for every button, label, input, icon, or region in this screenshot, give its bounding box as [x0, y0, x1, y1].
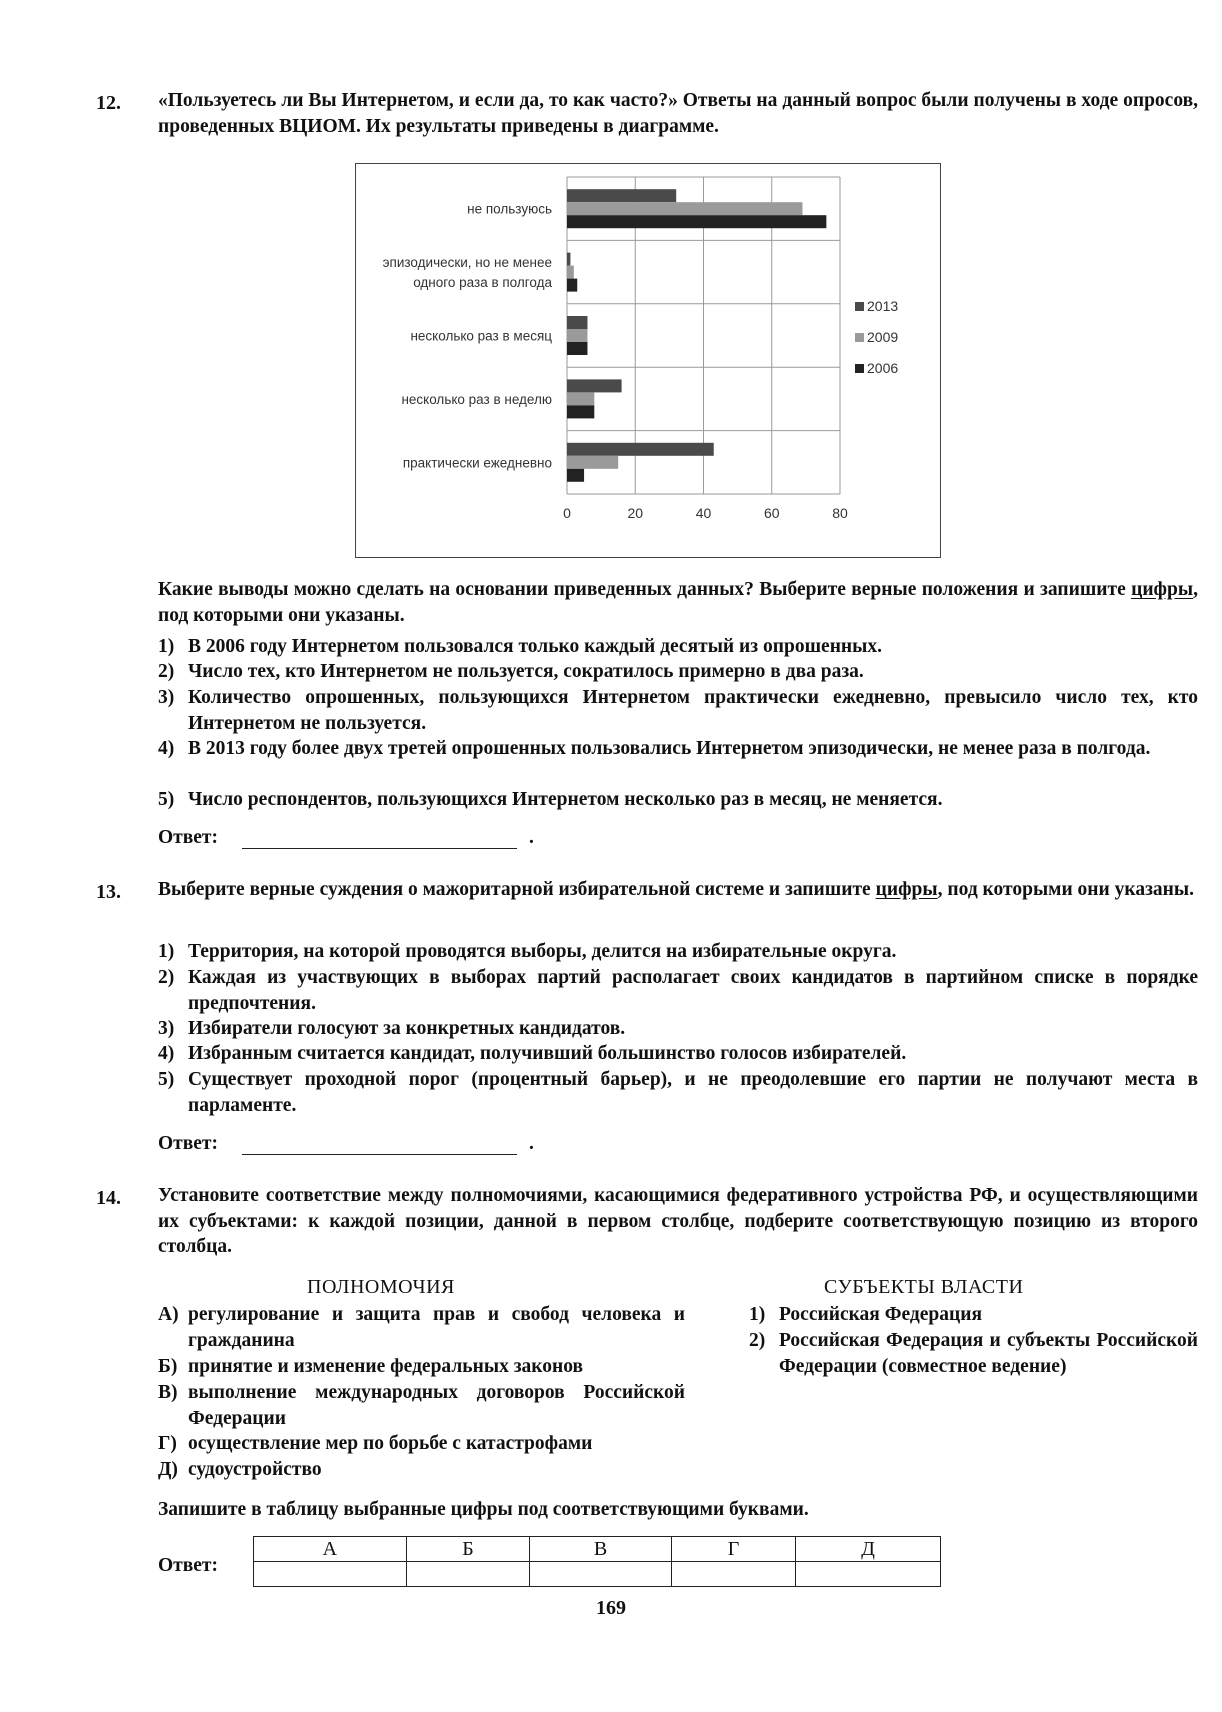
q14-left-item-text: выполнение международных договоров Российской Федерации [188, 1382, 685, 1429]
q13-option [158, 1016, 1198, 1042]
q14-left-item-letter: Г) [158, 1433, 177, 1454]
bar-2009 [567, 329, 587, 342]
bar-2013 [567, 316, 587, 329]
category-label: практически ежедневно [402, 455, 552, 471]
q14-left-heading: ПОЛНОМОЧИЯ [307, 1276, 455, 1298]
q13-option-text: Избиратели голосуют за конкретных кандидатов. [188, 1018, 626, 1039]
q12-option-text: Число респондентов, пользующихся Интернетом несколько раз в месяц, не меняется. [188, 789, 943, 810]
q12-question-pre: Какие выводы можно сделать на основании приведенных данных? Выберите верные положения и запишите [158, 579, 1132, 600]
q14-left-item-letter: Б) [158, 1356, 178, 1377]
legend-swatch [855, 333, 864, 342]
q14-right-heading: СУБЪЕКТЫ ВЛАСТИ [824, 1276, 1024, 1298]
q14-answer-table [253, 1536, 941, 1587]
answer-cell[interactable] [796, 1562, 941, 1587]
q14-right-item-number: 2) [749, 1330, 766, 1351]
answer-dot: . [529, 827, 534, 848]
q13-option [158, 1041, 1198, 1067]
bar-2006 [567, 215, 826, 228]
q13-answer [158, 1133, 534, 1155]
q13-option-number: 2) [158, 967, 175, 988]
q12-option-text: Количество опрошенных, пользующихся Интернетом практически ежедневно, превысило число тех, кто Интернетом не пользуется. [188, 687, 1198, 734]
q13-intro [158, 877, 1198, 903]
bar-2013 [567, 443, 714, 456]
q12-option [158, 634, 1198, 660]
bar-2009 [567, 456, 618, 469]
answer-label: Ответ: [158, 827, 219, 848]
q14-left-item-text: осуществление мер по борьбе с катастрофами [188, 1433, 593, 1454]
q12-question [158, 577, 1198, 628]
q14-left-item-letter: В) [158, 1382, 178, 1403]
legend-swatch [855, 364, 864, 373]
q12-option-text: Число тех, кто Интернетом не пользуется, сократилось примерно в два раза. [188, 661, 864, 682]
bar-2013 [567, 379, 622, 392]
q12-question-digits: цифры [1131, 579, 1194, 600]
q14-left-item [158, 1457, 685, 1483]
q12-option [158, 787, 1198, 813]
q13-intro-digits: цифры [875, 879, 938, 900]
q12-answer-field[interactable] [242, 830, 517, 849]
q12-question-post: , под которыми они указаны. [158, 579, 1198, 626]
q12-option-number: 3) [158, 687, 175, 708]
q13-option [158, 939, 1198, 965]
category-label: несколько раз в неделю [401, 391, 552, 407]
q12-number: 12. [96, 92, 121, 114]
q13-option-number: 5) [158, 1069, 175, 1090]
q13-number: 13. [96, 881, 121, 903]
q12-option [158, 736, 1198, 762]
answer-dot: . [529, 1133, 534, 1154]
x-tick-label: 0 [563, 505, 571, 521]
bar-2006 [567, 279, 577, 292]
q14-table-instruction: Запишите в таблицу выбранные цифры под соответствующими буквами. [158, 1499, 809, 1520]
bar-2006 [567, 469, 584, 482]
q13-intro-pre: Выберите верные суждения о мажоритарной избирательной системе и запишите [158, 879, 876, 900]
bar-2009 [567, 202, 802, 215]
answer-label: Ответ: [158, 1133, 219, 1154]
q14-right-item-number: 1) [749, 1304, 766, 1325]
q12-option-number: 4) [158, 738, 175, 759]
answer-table-header-row [254, 1537, 941, 1562]
answer-cell[interactable] [671, 1562, 795, 1587]
q12-chart [355, 163, 941, 558]
answer-table-header: Г [671, 1537, 795, 1562]
page-number: 169 [596, 1597, 626, 1619]
q13-option-text: Территория, на которой проводятся выборы, делится на избирательные округа. [188, 941, 897, 962]
q12-option [158, 685, 1198, 736]
q14-left-item-letter: А) [158, 1304, 179, 1325]
q14-left-item-text: регулирование и защита прав и свобод человека и гражданина [188, 1304, 685, 1351]
q14-right-item-text: Российская Федерация и субъекты Российской Федерации (совместное ведение) [779, 1330, 1198, 1377]
q12-intro: «Пользуетесь ли Вы Интернетом, и если да, то как часто?» Ответы на данный вопрос были получены в ходе опросов, проведенных ВЦИОМ. Их результаты приведены в диаграмме. [158, 90, 1198, 137]
q12-option-text: В 2006 году Интернетом пользовался только каждый десятый из опрошенных. [188, 636, 883, 657]
x-tick-label: 60 [763, 505, 780, 521]
q14-left-item-text: принятие и изменение федеральных законов [188, 1356, 584, 1377]
bar-2009 [567, 392, 594, 405]
q13-answer-field[interactable] [242, 1136, 517, 1155]
legend-swatch [855, 302, 864, 311]
q14-intro: Установите соответствие между полномочиями, касающимися федеративного устройства РФ, и осуществляющими их субъектами: к каждой позиции, данной в первом столбце, подберите соответствующую позицию из второго столбца. [158, 1185, 1198, 1257]
category-label: одного раза в полгода [413, 275, 552, 291]
category-label: несколько раз в месяц [410, 328, 552, 344]
bar-2006 [567, 405, 594, 418]
x-tick-label: 40 [695, 505, 712, 521]
q13-option [158, 965, 1198, 1016]
q12-answer [158, 827, 534, 849]
q14-left-item-letter: Д) [158, 1459, 178, 1480]
q14-left-item [158, 1302, 685, 1353]
bar-2009 [567, 266, 574, 279]
q14-left-item-text: судоустройство [188, 1459, 322, 1480]
q14-left-item [158, 1431, 685, 1457]
legend-label: 2006 [867, 360, 899, 376]
q13-option-text: Существует проходной порог (процентный барьер), и не преодолевшие его партии не получают места в парламенте. [188, 1069, 1198, 1116]
q14-left-item [158, 1380, 685, 1431]
answer-table-header: А [254, 1537, 407, 1562]
q13-option-number: 1) [158, 941, 175, 962]
answer-table-header: Б [406, 1537, 529, 1562]
legend-label: 2009 [867, 329, 899, 345]
q13-option-text: Избранным считается кандидат, получивший большинство голосов избирателей. [188, 1043, 907, 1064]
bar-2006 [567, 342, 587, 355]
q12-option-number: 5) [158, 789, 175, 810]
answer-table-header: В [530, 1537, 672, 1562]
bar-2013 [567, 253, 570, 266]
category-label: эпизодически, но не менее [382, 255, 552, 271]
answer-cell[interactable] [254, 1562, 407, 1587]
x-tick-label: 20 [627, 505, 644, 521]
legend-label: 2013 [867, 298, 899, 314]
q13-intro-post: , под которыми они указаны. [937, 879, 1195, 900]
q12-option-number: 2) [158, 661, 175, 682]
q14-answer-label: Ответ: [158, 1555, 219, 1576]
q14-number: 14. [96, 1187, 121, 1209]
answer-cell[interactable] [406, 1562, 529, 1587]
q14-right-item-text: Российская Федерация [779, 1304, 983, 1325]
q12-option-text: В 2013 году более двух третей опрошенных пользовались Интернетом эпизодически, не менее раза в полгода. [188, 738, 1151, 759]
q13-option [158, 1067, 1198, 1118]
q12-option [158, 659, 1198, 685]
q14-right-item [749, 1328, 1198, 1379]
category-label: не пользуюсь [467, 201, 552, 217]
answer-table-header: Д [796, 1537, 941, 1562]
bar-chart [356, 164, 940, 557]
answer-cell[interactable] [530, 1562, 672, 1587]
q12-option-number: 1) [158, 636, 175, 657]
q14-right-item [749, 1302, 1198, 1328]
q13-option-number: 3) [158, 1018, 175, 1039]
bar-2013 [567, 189, 676, 202]
answer-table-input-row [254, 1562, 941, 1587]
q14-left-item [158, 1354, 685, 1380]
q13-option-text: Каждая из участвующих в выборах партий располагает своих кандидатов в партийном списке в порядке предпочтения. [188, 967, 1198, 1014]
x-tick-label: 80 [832, 505, 848, 521]
q13-option-number: 4) [158, 1043, 175, 1064]
